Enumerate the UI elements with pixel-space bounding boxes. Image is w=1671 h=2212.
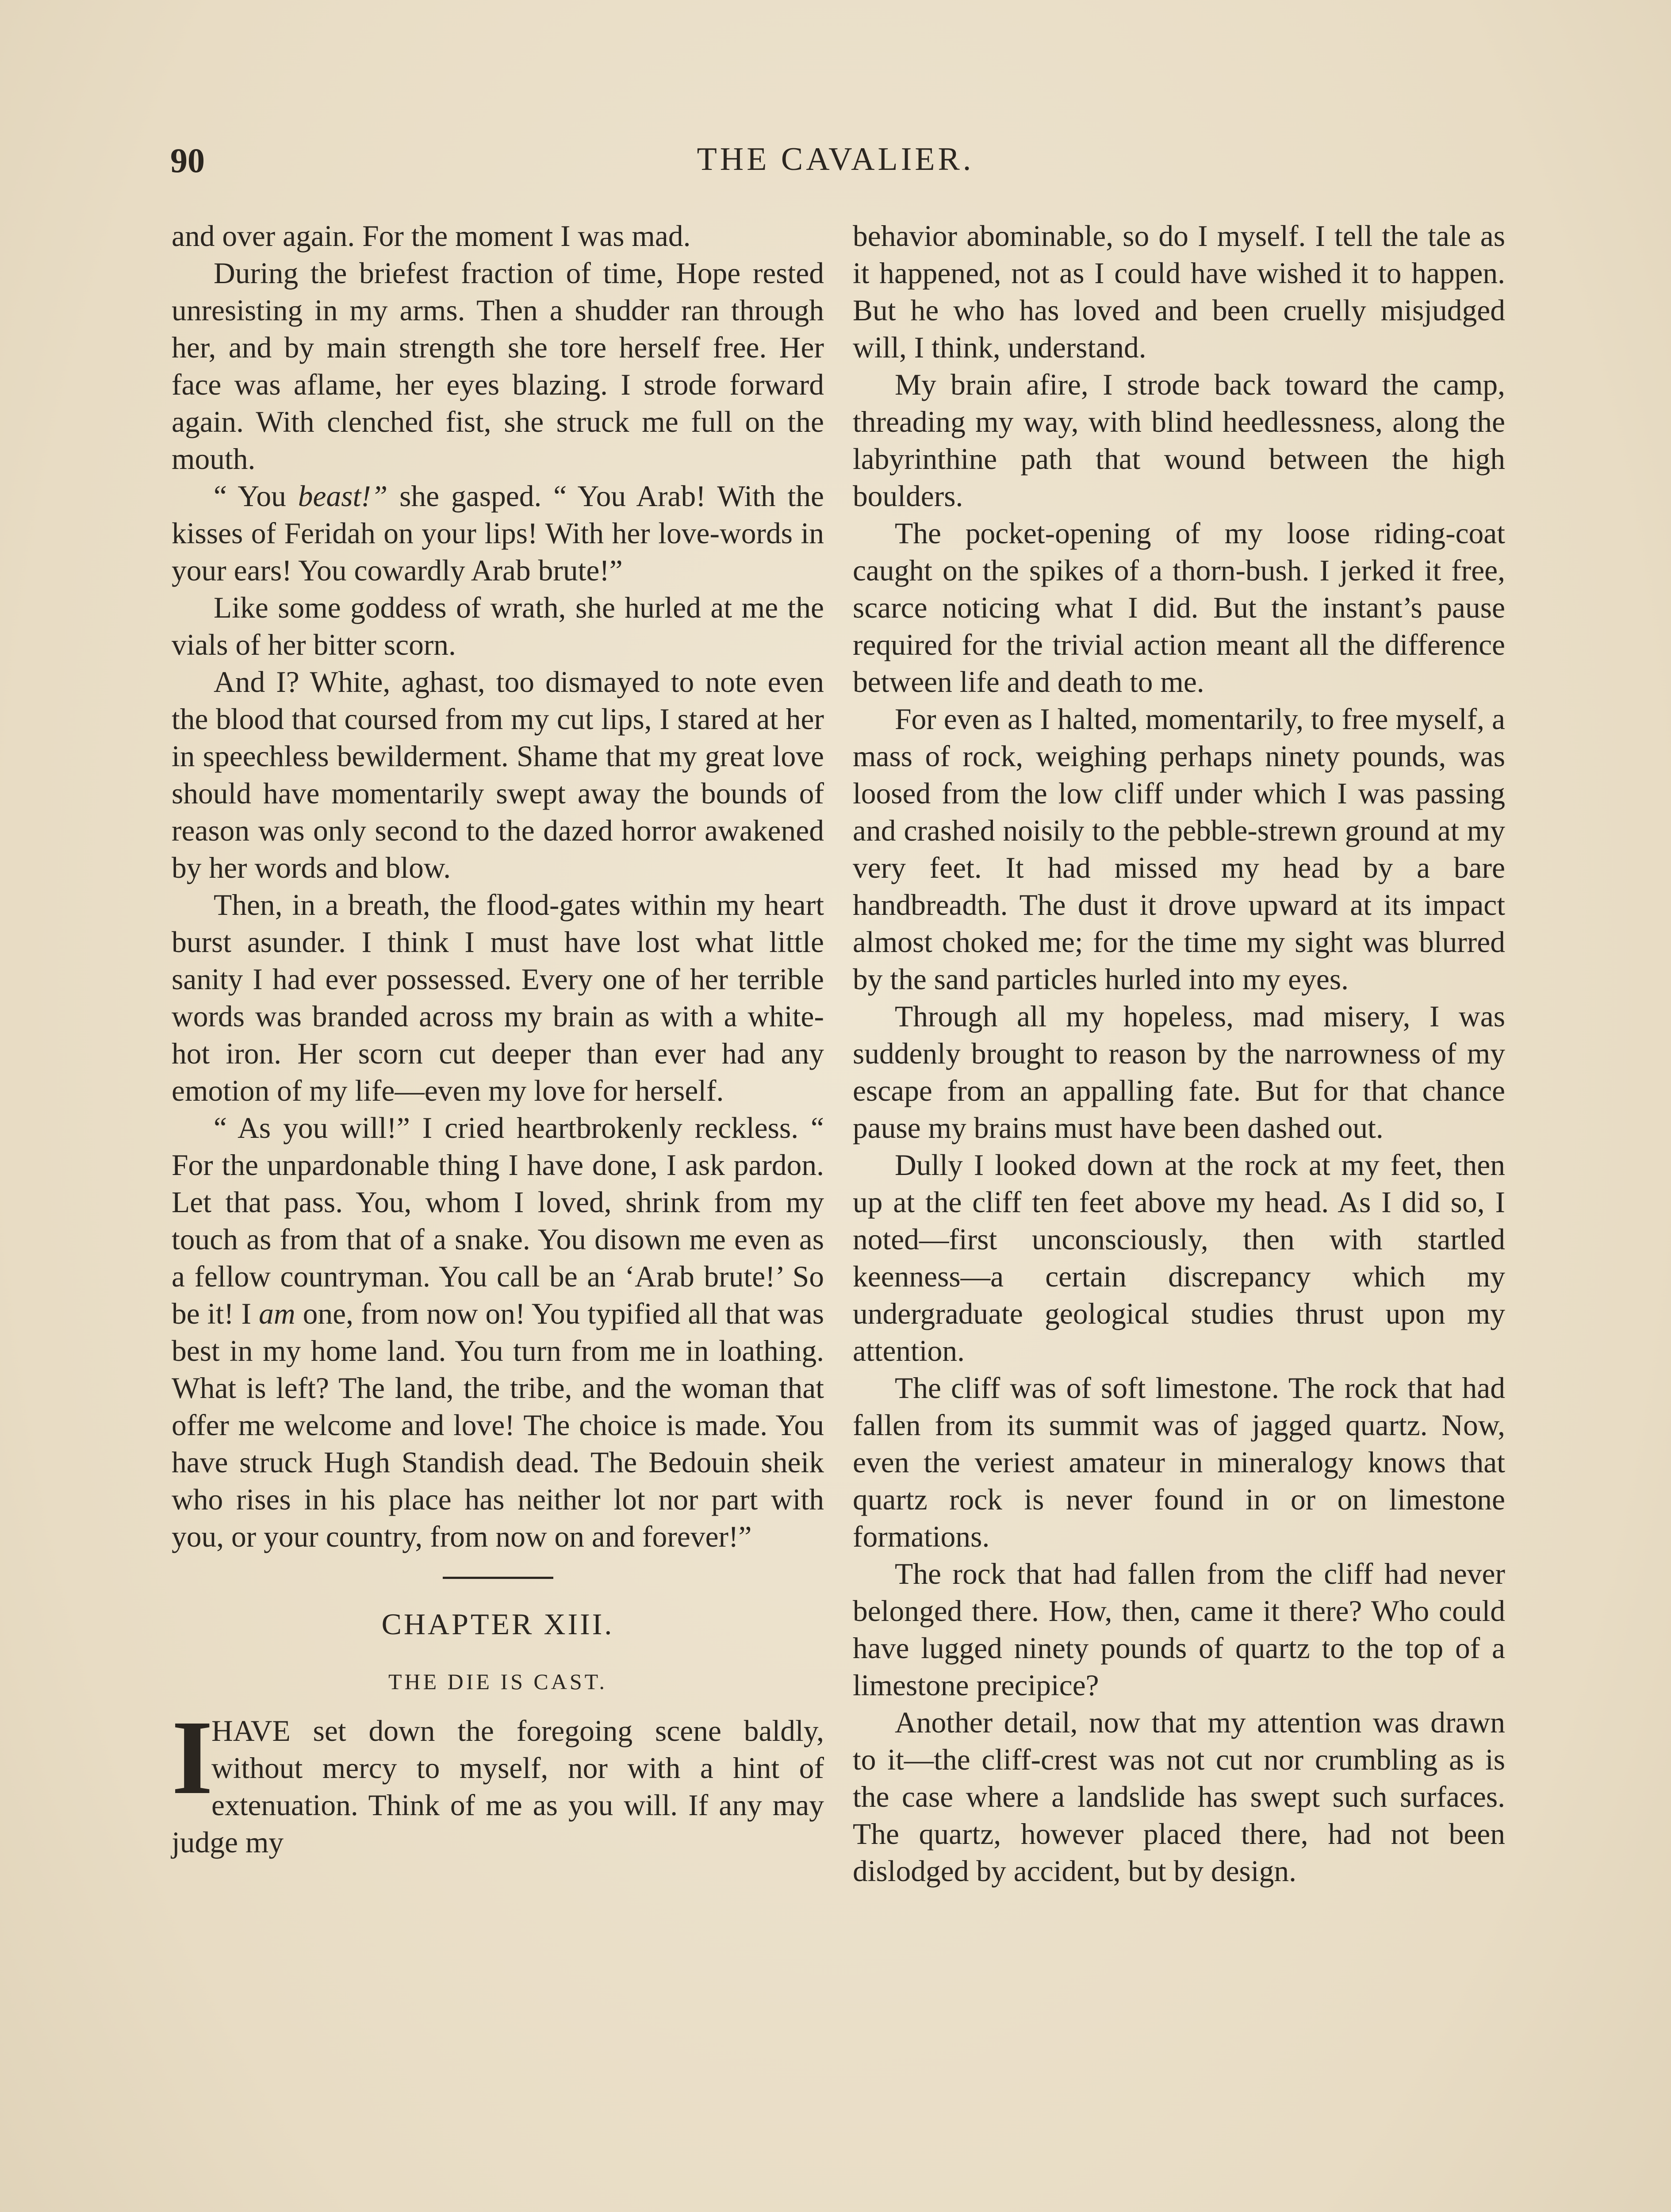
text-span: she gasped. “ You Arab! With the kisses of Feridah on your lips! With her love-words in your ears! You cowardly Arab brute!” (172, 480, 824, 587)
chapter-title: CHAPTER XIII. (381, 1607, 614, 1641)
chapter-subtitle: THE DIE IS CAST. (388, 1669, 608, 1694)
paragraph: and over again. For the moment I was mad. (172, 219, 691, 253)
running-head (0, 141, 1671, 194)
right-column (853, 218, 1505, 1890)
paragraph: The pocket-opening of my loose riding-coat caught on the spikes of a thorn-bush. I jerked it free, scarce noticing what I did. But the instant’s pause required for the trivial action meant all the difference between life and death to me. (853, 517, 1505, 699)
section-divider (443, 1577, 553, 1579)
page-number: 90 (170, 141, 205, 180)
paragraph (172, 1110, 824, 1555)
text-span: HAVE set down the foregoing scene baldly, without mercy to myself, nor with a hint of extenuation. Think of me as you will. If any may judge my (172, 1714, 824, 1859)
paragraph: Then, in a breath, the flood-gates within my heart burst asunder. I think I must have lost what little sanity I had ever possessed. Every one of her terrible words was branded across my brain as with a white-hot iron. Her scorn cut deeper than ever had any emotion of my life—even my love for herself. (172, 888, 824, 1107)
left-column (172, 218, 824, 1861)
paragraph (172, 478, 824, 589)
paragraph: The rock that had fallen from the cliff had never belonged there. How, then, came it there? Who could have lugged ninety pounds of quartz to the top of a limestone precipice? (853, 1557, 1505, 1702)
journal-title: THE CAVALIER. (697, 141, 974, 177)
paragraph: Another detail, now that my attention was drawn to it—the cliff-crest was not cut nor crumbling as is the case where a landslide has swept such surfaces. The quartz, however placed there, had not been dislodged by accident, but by design. (853, 1706, 1505, 1888)
paragraph: During the briefest fraction of time, Hope rested unresisting in my arms. Then a shudder ran through her, and by main strength she tore herself free. Her face was aflame, her eyes blazing. I strode forward again. With clenched fist, she struck me full on the mouth. (172, 257, 824, 476)
paragraph: behavior abominable, so do I myself. I tell the tale as it happened, not as I could have wished it to happen. But he who has loved and been cruelly misjudged will, I think, understand. (853, 219, 1505, 364)
paragraph: My brain afire, I strode back toward the camp, threading my way, with blind heedlessness, along the labyrinthine path that wound between the high boulders. (853, 368, 1505, 513)
emphasis: beast!” (298, 480, 388, 513)
text-span: “ As you will!” I cried heartbrokenly reckless. “ For the unpardonable thing I have done, I ask pardon. Let that pass. You, whom I loved, shrink from my touch as from that of a snake. You disown me even as a fellow countryman. You call be an ‘Arab brute!’ So be it! I (172, 1111, 824, 1330)
paragraph (172, 1698, 824, 1861)
text-span: “ You (214, 480, 298, 513)
paragraph: And I? White, aghast, too dismayed to note even the blood that coursed from my cut lips, I stared at her in speechless bewilderment. Shame that my great love should have momentarily swept away the bounds of reason was only second to the dazed horror awakened by her words and blow. (172, 665, 824, 884)
paragraph: Dully I looked down at the rock at my feet, then up at the cliff ten feet above my head. As I did so, I noted—first unconsciously, then with startled keenness—a certain discrepancy which my undergraduate geological studies thrust upon my attention. (853, 1148, 1505, 1367)
drop-cap: I (172, 1698, 213, 1816)
paragraph: Through all my hopeless, mad misery, I was suddenly brought to reason by the narrowness of my escape from an appalling fate. But for that chance pause my brains must have been dashed out. (853, 1000, 1505, 1144)
text-span: one, from now on! You typified all that was best in my home land. You turn from me in loathing. What is left? The land, the tribe, and the woman that offer me welcome and love! The choice is made. You have struck Hugh Standish dead. The Bedouin sheik who rises in his place has neither lot nor part with you, or your country, from now on and forever!” (172, 1297, 824, 1553)
paragraph: Like some goddess of wrath, she hurled at me the vials of her bitter scorn. (172, 591, 824, 661)
emphasis: am (259, 1297, 295, 1330)
paragraph: For even as I halted, momentarily, to free myself, a mass of rock, weighing perhaps ninety pounds, was loosed from the low cliff under which I was passing and crashed noisily to the pebble-strewn ground at my very feet. It had missed my head by a bare handbreadth. The dust it drove upward at its impact almost choked me; for the time my sight was blurred by the sand particles hurled into my eyes. (853, 703, 1505, 996)
paragraph: The cliff was of soft limestone. The rock that had fallen from its summit was of jagged quartz. Now, even the veriest amateur in mineralogy knows that quartz rock is never found in or on limestone formations. (853, 1371, 1505, 1553)
